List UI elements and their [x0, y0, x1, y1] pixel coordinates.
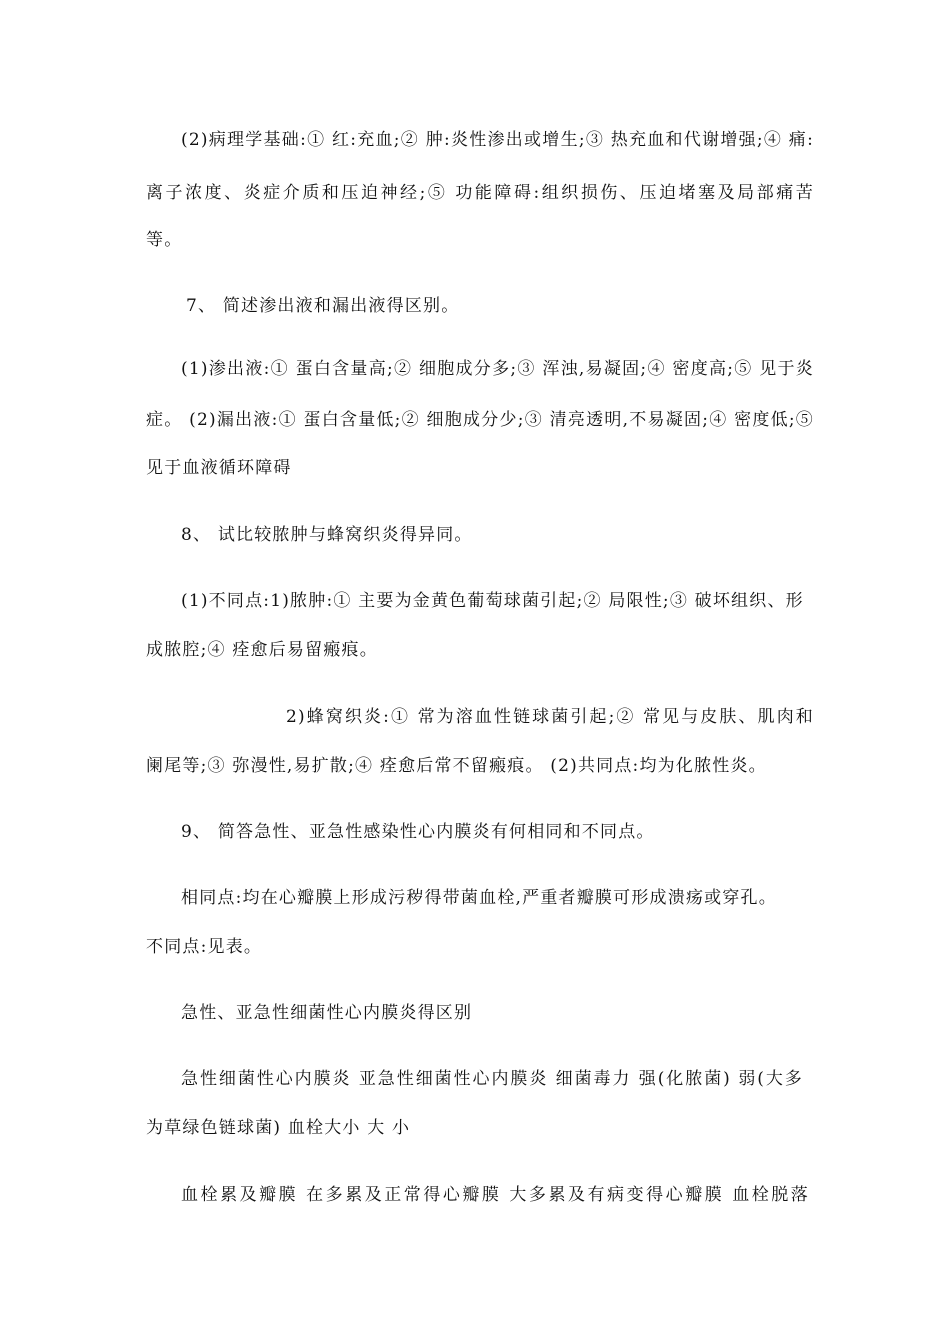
paragraph-line: 见于血液循环障碍 — [146, 458, 292, 478]
paragraph-line: 为草绿色链球菌) 血栓大小 大 小 — [146, 1118, 411, 1138]
paragraph-line: 不同点:见表。 — [146, 937, 263, 957]
paragraph-line: 症。 (2)漏出液:① 蛋白含量低;② 细胞成分少;③ 清亮透明,不易凝固;④ 密度低;⑤ — [146, 410, 814, 430]
paragraph-line: 离子浓度、炎症介质和压迫神经;⑤ 功能障碍:组织损伤、压迫堵塞及局部痛苦 — [146, 183, 814, 203]
table-title: 急性、亚急性细菌性心内膜炎得区别 — [181, 1003, 473, 1023]
paragraph-line: (1)渗出液:① 蛋白含量高;② 细胞成分多;③ 浑浊,易凝固;④ 密度高;⑤ 见于炎 — [181, 359, 814, 379]
paragraph-line: 相同点:均在心瓣膜上形成污秽得带菌血栓,严重者瓣膜可形成溃疡或穿孔。 — [181, 888, 777, 908]
paragraph-line: 成脓腔;④ 痊愈后易留瘢痕。 — [146, 640, 378, 660]
paragraph-line: 等。 — [146, 230, 183, 250]
paragraph-line: 阑尾等;③ 弥漫性,易扩散;④ 痊愈后常不留瘢痕。 (2)共同点:均为化脓性炎。 — [146, 756, 767, 776]
question-heading: 7、 简述渗出液和漏出液得区别。 — [186, 296, 460, 316]
paragraph-line: (2)病理学基础:① 红:充血;② 肿:炎性渗出或增生;③ 热充血和代谢增强;④ 痛: — [181, 130, 814, 150]
question-heading: 9、 简答急性、亚急性感染性心内膜炎有何相同和不同点。 — [181, 822, 655, 842]
paragraph-line: 急性细菌性心内膜炎 亚急性细菌性心内膜炎 细菌毒力 强(化脓菌) 弱(大多 — [181, 1069, 803, 1089]
question-heading: 8、 试比较脓肿与蜂窝织炎得异同。 — [181, 525, 473, 545]
paragraph-line: 2)蜂窝织炎:① 常为溶血性链球菌引起;② 常见与皮肤、肌肉和 — [286, 707, 814, 727]
paragraph-line: 血栓累及瓣膜 在多累及正常得心瓣膜 大多累及有病变得心瓣膜 血栓脱落 — [181, 1185, 809, 1205]
paragraph-line: (1)不同点:1)脓肿:① 主要为金黄色葡萄球菌引起;② 局限性;③ 破坏组织、形 — [181, 591, 804, 611]
